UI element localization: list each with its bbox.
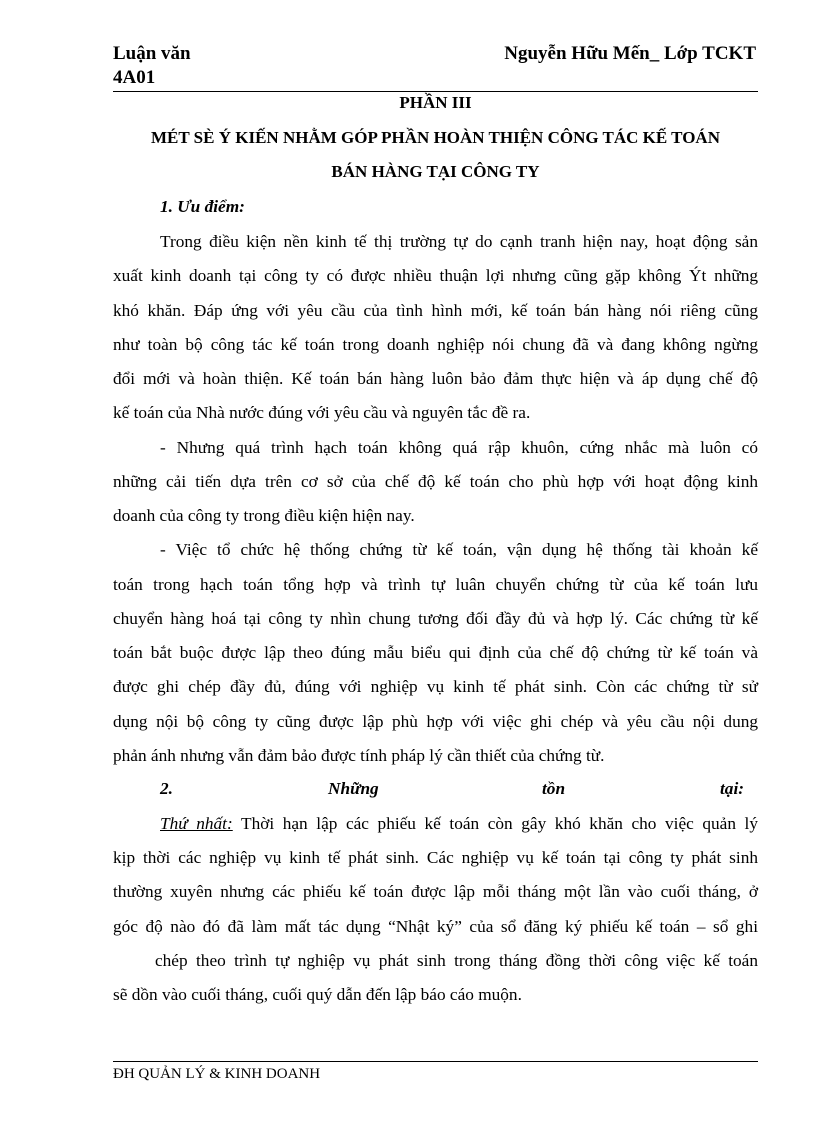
main-title-line1: MÉT SÈ Ý KIẾN NHẰM GÓP PHẦN HOÀN THIỆN CÔNG TÁC KẾ TOÁN: [151, 128, 720, 147]
paragraph-line: chuyển hàng hoá tại công ty nhìn chung tương đối đầy đủ và hợp lý. Các chứng từ kế: [113, 609, 758, 628]
section-2-word-2: tồn: [542, 779, 566, 798]
paragraph-line: toán trong hạch toán tổng hợp và trình tự luân chuyển chứng từ của kế toán lưu: [113, 575, 758, 594]
part-title: PHẦN III: [399, 93, 472, 112]
paragraph-line: được ghi chép đầy đủ, đúng với nghiệp vụ kinh tế phát sinh. Còn các chứng từ sử: [113, 677, 758, 696]
paragraph-line: kế toán của Nhà nước đúng với yêu cầu và nguyên tắc đề ra.: [113, 403, 531, 422]
section-2-number: 2.: [160, 779, 173, 798]
footer-rule: [113, 1061, 758, 1062]
header-left-line1: Luận văn: [113, 43, 191, 64]
paragraph-line: những cải tiến dựa trên cơ sở của chế độ kế toán cho phù hợp với hoạt động kinh: [113, 472, 758, 491]
paragraph-line: góc độ nào đó đã làm mất tác dụng “Nhật ký” của sổ đăng ký phiếu kế toán – sổ ghi: [113, 917, 758, 936]
paragraph-line: khó khăn. Đáp ứng với yêu cầu của tình hình mới, kế toán bán hàng nói riêng cũng: [113, 301, 758, 320]
paragraph-line: sẽ dồn vào cuối tháng, cuối quý dẫn đến lập báo cáo muộn.: [113, 985, 522, 1004]
paragraph-line: phản ánh nhưng vẫn đảm bảo được tính pháp lý cần thiết của chứng từ.: [113, 746, 605, 765]
header-right: Nguyễn Hữu Mến_ Lớp TCKT: [504, 43, 756, 64]
paragraph-line: xuất kinh doanh tại công ty có được nhiều thuận lợi nhưng cũng gặp không Ýt những: [113, 266, 758, 285]
paragraph-line: - Việc tổ chức hệ thống chứng từ kế toán, vận dụng hệ thống tài khoản kế: [160, 540, 758, 559]
paragraph-line: đổi mới và hoàn thiện. Kế toán bán hàng luôn bảo đảm thực hiện và áp dụng chế độ: [113, 369, 758, 388]
paragraph-line: - Nhưng quá trình hạch toán không quá rập khuôn, cứng nhắc mà luôn có: [160, 438, 758, 457]
main-title-line2: BÁN HÀNG TẠI CÔNG TY: [331, 162, 540, 181]
paragraph-line: [160, 813, 758, 835]
paragraph-line: như toàn bộ công tác kế toán trong doanh nghiệp nói chung đã và đang không ngừng: [113, 335, 758, 354]
paragraph-line: dụng nội bộ công ty cũng được lập phù hợp với việc ghi chép và yêu cầu nội dung: [113, 712, 758, 731]
first-line-rest: Thời hạn lập các phiếu kế toán còn gây khó khăn cho việc quản lý: [232, 814, 758, 833]
paragraph-line: doanh của công ty trong điều kiện hiện nay.: [113, 506, 415, 525]
header-left-line2: 4A01: [113, 67, 156, 88]
paragraph-line: toán bắt buộc được lập theo đúng mẫu biểu qui định của chế độ chứng từ kế toán và: [113, 643, 758, 662]
footer-text: ĐH QUẢN LÝ & KINH DOANH: [113, 1066, 321, 1082]
paragraph-line: thường xuyên nhưng các phiếu kế toán được lập mỗi tháng một lần vào cuối tháng, ở: [113, 882, 758, 901]
paragraph-line: kịp thời các nghiệp vụ kinh tế phát sinh. Các nghiệp vụ kế toán tại công ty phát sinh: [113, 848, 758, 867]
thu-nhat-label: Thứ nhất:: [160, 814, 233, 833]
section-2-word-3: tại:: [720, 779, 744, 798]
section-1-heading: 1. Ưu điểm:: [160, 197, 245, 216]
paragraph-line: Trong điều kiện nền kinh tế thị trường tự do cạnh tranh hiện nay, hoạt động sản: [160, 232, 758, 251]
header-left: [113, 42, 191, 90]
paragraph-line: chép theo trình tự nghiệp vụ phát sinh trong tháng đồng thời công việc kế toán: [155, 951, 758, 970]
section-2-word-1: Những: [328, 779, 379, 798]
